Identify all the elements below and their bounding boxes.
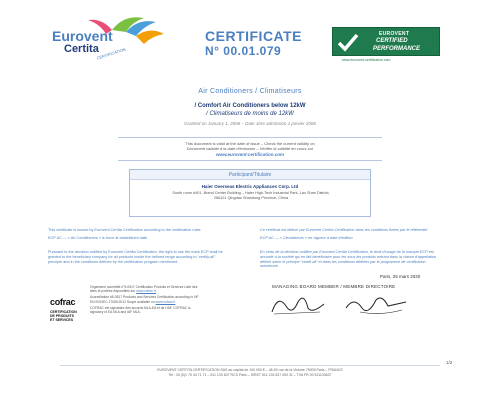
participant-address-line1: South room #401, Brand Center Building – Haier High-Tech Industrial Park, Lao Shan District, — [172, 191, 330, 195]
cofrac-sub2: DE PRODUITS — [50, 314, 74, 318]
cofrac-title: cofrac — [50, 297, 76, 307]
footer-divider — [60, 365, 440, 366]
signature-1 — [268, 290, 328, 320]
cofrac-sub1: CERTIFICATION — [50, 310, 77, 314]
footer-line1: EUROVENT CERTITA CERTIFICATION SAS au capital de 100 000 € – 48-50 rue de la Victoire 75009 Paris – FRANCE — [157, 368, 343, 372]
divider — [118, 160, 382, 161]
certificate-title: CERTIFICATE — [205, 28, 303, 44]
check-mark-icon — [337, 32, 359, 52]
participant-address-line2: 266101 Qingdao Shandong Province, China — [213, 196, 289, 200]
cofrac-txt1: Organisme accrédité n°5-0517 Certification Produits et Services Liste des sites et portées disponibles sur — [90, 285, 198, 294]
badge-line3: PERFORMANCE — [373, 46, 421, 52]
product-subheading-en: / Comfort Air Conditioners below 12kW — [194, 103, 306, 109]
en-para4 — [204, 282, 205, 283]
granted-date: Granted on January 1, 2006 – Date 1ère admission 1 janvier 2006 — [184, 121, 316, 126]
fr-para1: Ce certificat est délivré par Eurovent Certita Certification dans les conditions fixées par le référentiel — [260, 228, 428, 232]
participant-box — [129, 169, 371, 217]
certified-performance-badge — [332, 27, 440, 56]
validity-link[interactable]: www.eurovent-certification.com — [215, 152, 285, 157]
cofrac-txt2: Accreditation #5-0517 Products and Services Certification according to NF EN ISO/IEC 17065:2012 Scope available on — [90, 295, 199, 304]
en-para3: Pursuant to the decision notified by Eurovent Certita Certification, the right to use the mark ECP shall be granted to the beneficiary company for all products inside the defined range according to “certify-all” principle and in the conditions defined by the certification program mentioned. — [48, 250, 223, 264]
product-subheading-fr: / Climatiseurs de moins de 12kW — [206, 111, 294, 117]
fr-para3: En vertu de la décision notifiée par Eurovent Certita Certification, le droit d'usage de la marque ECP est accordé à la société qui en fait bénéficiaire pour les sous les produits entrant dans la classe d'appellation définie selon le principe “certifi-all” et dans les conditions définies par le programme de certification mentionné. — [260, 250, 437, 269]
signature-2 — [340, 290, 410, 320]
validity-note-en: This document is valid at the date of issue – Check the current validity on — [185, 141, 315, 146]
en-para1: This certificate is issued by Eurovent Certita Certification according to the certification rules — [48, 228, 201, 232]
english-terms — [48, 228, 228, 241]
french-terms — [260, 228, 440, 241]
cofrac-link2[interactable]: www.cofrac.fr — [155, 299, 176, 304]
logo-subtitle: CERTIFICATION — [96, 46, 127, 61]
product-heading: Air Conditioners / Climatiseurs — [198, 88, 302, 95]
place-date: Paris, 25 mars 2020 — [380, 274, 421, 279]
participant-header: Participant/Titulaire — [130, 170, 370, 180]
french-terms-2 — [260, 250, 440, 269]
logo-line1: Eurovent — [52, 28, 113, 44]
badge-line2: CERTIFIED — [376, 38, 408, 44]
cofrac-text — [90, 285, 200, 314]
en-para2: ECP AC — « Air Conditioners » is force at established date. — [48, 235, 149, 240]
cofrac-sub3: ET SERVICES — [50, 318, 74, 322]
english-terms-2 — [48, 250, 228, 264]
badge-url[interactable]: www.eurovent-certification.com — [342, 58, 391, 62]
cofrac-subtitle — [50, 310, 90, 322]
signatory-title: MANAGING BOARD MEMBER / MEMBRE DIRECTOIRE — [272, 284, 396, 289]
footer-line2: Tel : 33 (0)1 75 44 71 71 – 511 133 637 RCS Paris – SIRET 511 133 637 000 31 – TVA FR 00 511133637 — [168, 373, 332, 377]
divider — [118, 137, 382, 138]
cofrac-txt3: COFRAC est signataire des accords MLA-EA et de l'IAF. COFRAC is signatory of EA MLA and IAF MLA. — [90, 305, 191, 315]
validity-note-fr: Document valable à la date d'émission – Vérifier la validité en cours sur — [186, 146, 314, 151]
cofrac-link1[interactable]: www.cofrac.fr — [136, 289, 156, 294]
fr-para2: ECP AC — « Climatiseurs » en vigueur à date d'édition. — [260, 235, 354, 240]
certificate-number: N° 00.01.079 — [205, 44, 282, 58]
badge-line1: EUROVENT — [379, 31, 410, 37]
participant-name: Haier Overseas Electric Appliances Corp. Ltd — [201, 184, 299, 189]
participant-address — [136, 191, 366, 201]
page-number: 1/2 — [446, 360, 453, 365]
logo-line2: Certita — [64, 43, 99, 55]
